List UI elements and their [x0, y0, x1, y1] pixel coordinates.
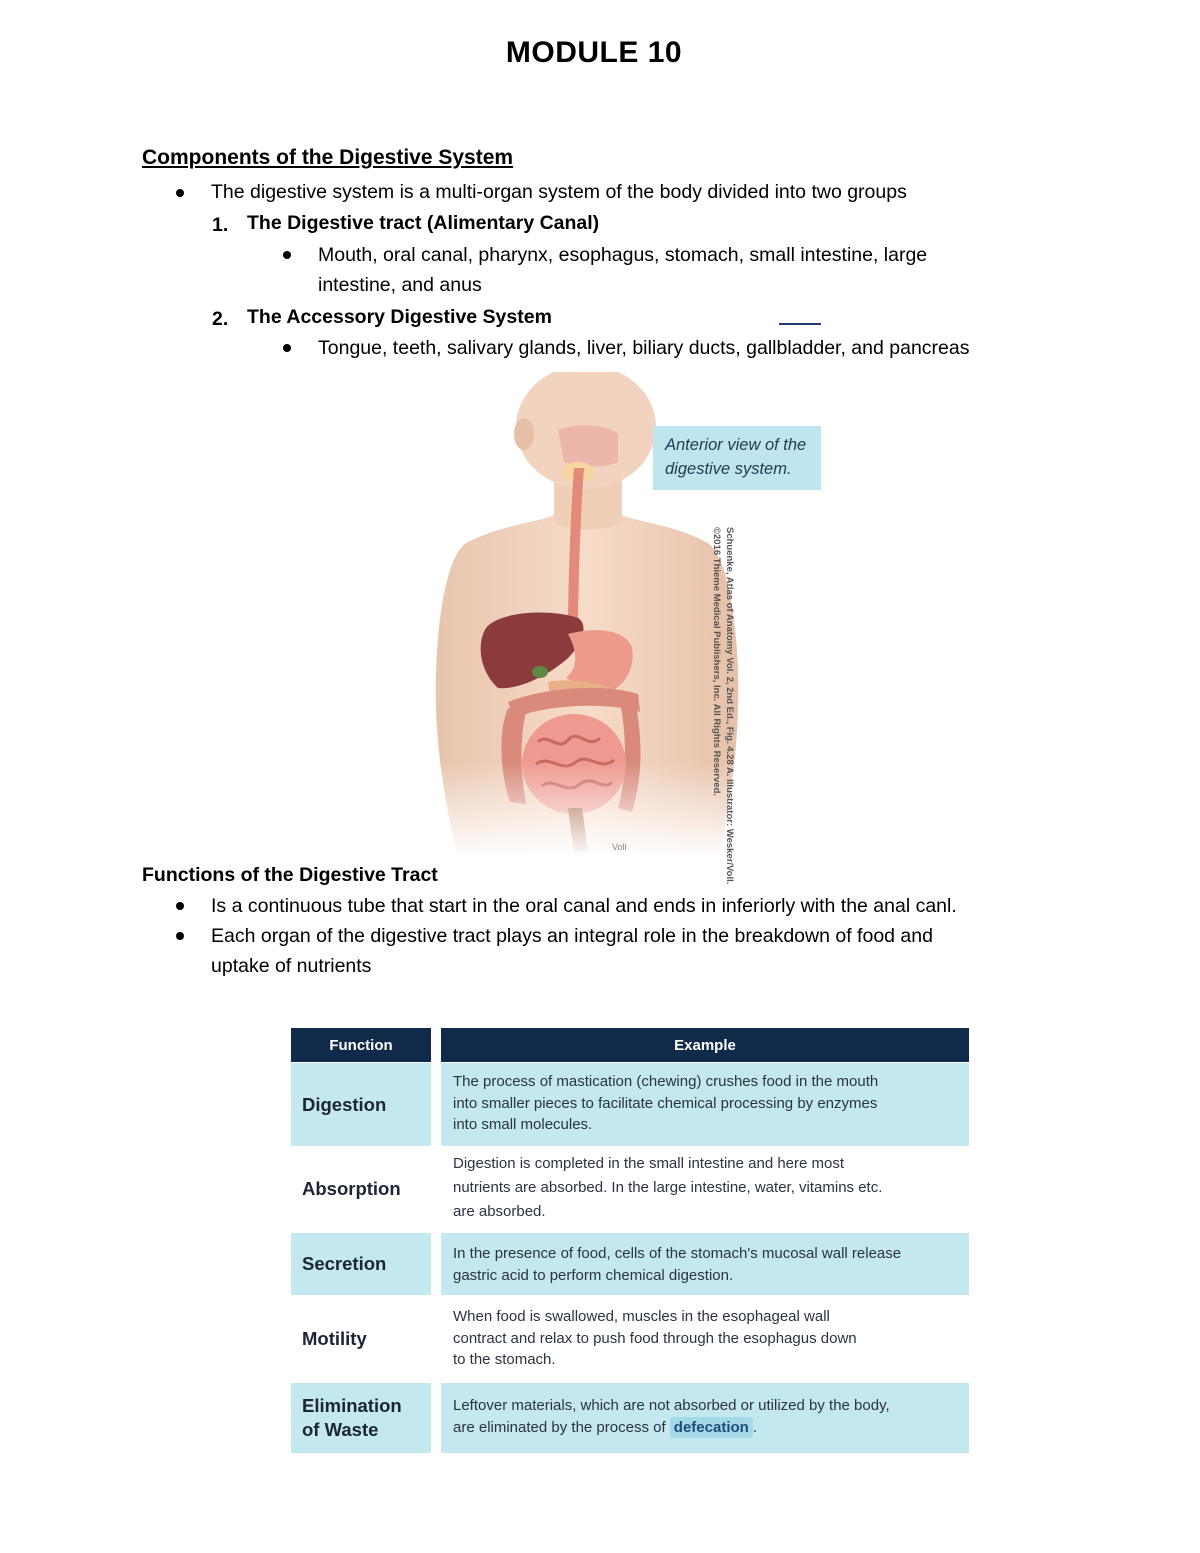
table-row-example: [441, 1063, 969, 1146]
bullet-dot: [283, 344, 291, 352]
figure-credit-text: [710, 527, 736, 884]
group-detail-line: intestine, and anus: [318, 274, 482, 296]
functions-bullet-text: uptake of nutrients: [211, 955, 372, 977]
example-line: In the presence of food, cells of the stomach's mucosal wall release: [453, 1245, 902, 1262]
example-line: into small molecules.: [453, 1116, 593, 1133]
defecation-link[interactable]: defecation: [670, 1417, 753, 1438]
group-detail-line: Tongue, teeth, salivary glands, liver, biliary ducts, gallbladder, and pancreas: [318, 337, 970, 359]
figure-credit: [711, 527, 736, 885]
list-number: 1.: [212, 214, 229, 236]
example-line: into smaller pieces to facilitate chemical processing by enzymes: [453, 1094, 878, 1112]
table-row-example: [441, 1298, 969, 1380]
figure-caption-line: Anterior view of the: [665, 436, 807, 454]
table-row-example: [441, 1233, 969, 1295]
table-row-function: Digestion: [291, 1063, 431, 1146]
table-row-example: [441, 1383, 969, 1453]
example-line: Leftover materials, which are not absorbed or utilized by the body,: [453, 1397, 890, 1414]
example-line: to the stomach.: [453, 1351, 556, 1368]
example-line: contract and relax to push food through the esophagus down: [453, 1329, 857, 1347]
table-row-function: Motility: [302, 1328, 367, 1349]
group-name-digestive-tract: The Digestive tract (Alimentary Canal): [247, 212, 600, 234]
section-heading-functions: Functions of the Digestive Tract: [142, 864, 438, 886]
table-row-function: Absorption: [302, 1178, 401, 1199]
group-detail-line: Mouth, oral canal, pharynx, esophagus, stomach, small intestine, large: [318, 244, 928, 266]
credit-line: Schuenke, Atlas of Anatomy Vol. 2, 2nd Ed., Fig. 4.28 A. Illustrator: Wesker/Voll.: [724, 527, 735, 885]
functions-bullet-text: Is a continuous tube that start in the oral canal and ends in inferiorly with the anal canl.: [211, 895, 957, 917]
function-line: of Waste: [302, 1419, 379, 1440]
table-row-example: [441, 1148, 969, 1230]
group-name-accessory-system: The Accessory Digestive System: [247, 306, 552, 328]
credit-line: ©2016 Thieme Medical Publishers, Inc. All Rights Reserved.: [711, 527, 722, 797]
svg-text:Voll: Voll: [612, 842, 627, 852]
section-heading-components: Components of the Digestive System: [142, 146, 514, 169]
table-row-function: Secretion: [291, 1233, 431, 1295]
stray-underline: [779, 323, 821, 325]
example-text: .: [752, 1418, 757, 1436]
bullet-dot: [176, 932, 184, 940]
list-number: 2.: [212, 308, 229, 330]
example-line: Digestion is completed in the small intestine and here most: [453, 1155, 845, 1172]
example-line: nutrients are absorbed. In the large intestine, water, vitamins etc.: [453, 1179, 883, 1196]
example-line: are absorbed.: [453, 1203, 546, 1220]
example-line: gastric acid to perform chemical digestion.: [453, 1266, 734, 1284]
example-line: The process of mastication (chewing) crushes food in the mouth: [453, 1073, 879, 1090]
functions-bullet-text: Each organ of the digestive tract plays an integral role in the breakdown of food and: [211, 925, 933, 947]
intro-text: The digestive system is a multi-organ system of the body divided into two groups: [211, 181, 907, 203]
example-text: are eliminated by the process of: [453, 1418, 666, 1436]
bullet-dot: [176, 189, 184, 197]
example-line: [453, 1417, 961, 1439]
bullet-dot: [283, 251, 291, 259]
page-title: MODULE 10: [505, 36, 683, 69]
function-line: Elimination: [302, 1395, 402, 1416]
bullet-dot: [176, 902, 184, 910]
table-header-function: Function: [291, 1028, 431, 1062]
table-header-example: Example: [441, 1028, 969, 1062]
figure-caption-box: [653, 426, 821, 490]
table-row-function: [291, 1383, 431, 1453]
example-line: When food is swallowed, muscles in the esophageal wall: [453, 1308, 830, 1325]
figure-caption-line: digestive system.: [665, 460, 792, 478]
